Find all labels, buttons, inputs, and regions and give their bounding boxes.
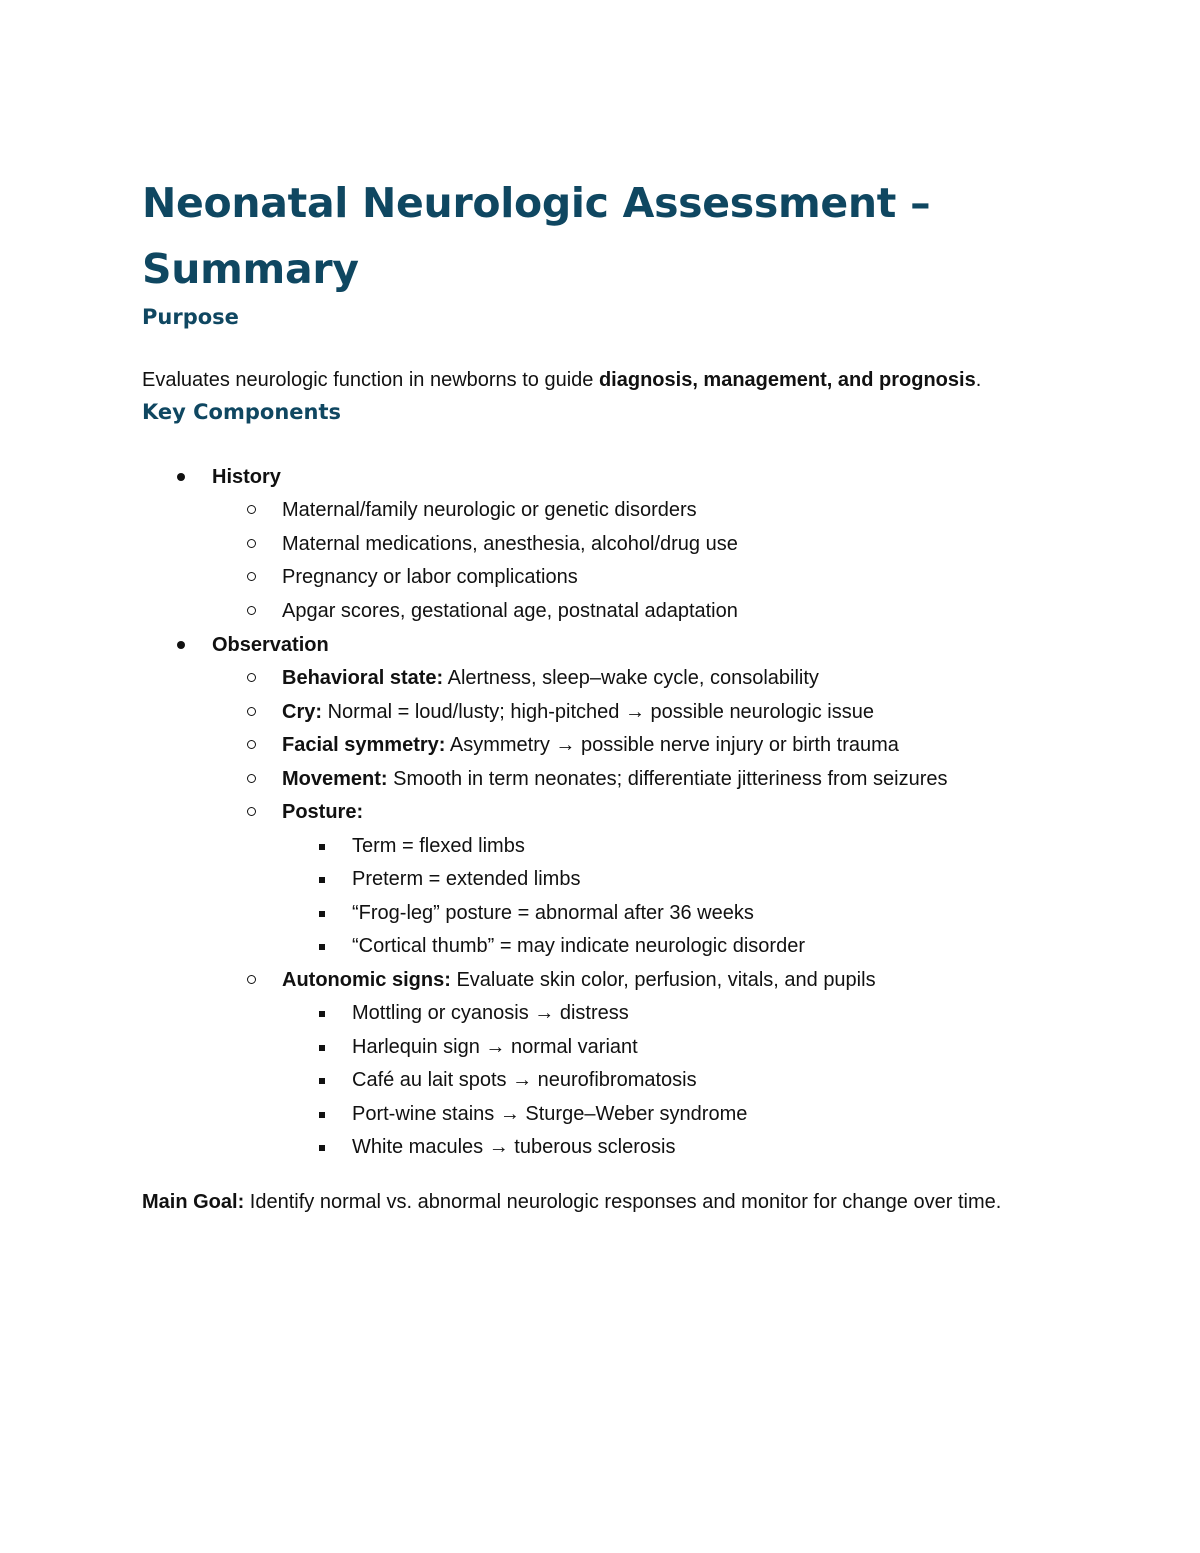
list-item-facial-symmetry	[212, 729, 1062, 763]
list-item	[212, 528, 1062, 562]
purpose-text-bold: diagnosis, management, and prognosis	[598, 369, 976, 391]
square-bullet-icon	[319, 911, 325, 917]
list-item-text: Harlequin sign → normal variant	[352, 1035, 638, 1058]
list-item-text: Maternal medications, anesthesia, alcohol/drug use	[282, 532, 738, 555]
list-item-text: “Frog-leg” posture = abnormal after 36 weeks	[352, 901, 754, 924]
square-bullet-icon	[319, 1112, 325, 1118]
bullet-icon	[177, 641, 185, 649]
list-item	[282, 1131, 1062, 1165]
item-label: Facial symmetry:	[282, 734, 446, 756]
circle-bullet-icon	[247, 707, 256, 716]
circle-bullet-icon	[247, 673, 256, 682]
item-label: Behavioral state:	[282, 667, 444, 689]
item-label: Posture:	[282, 801, 364, 823]
list-item-text: Term = flexed limbs	[352, 834, 525, 857]
list-item	[212, 494, 1062, 528]
list-item-cry	[212, 696, 1062, 730]
circle-bullet-icon	[247, 606, 256, 615]
history-label: History	[212, 466, 281, 488]
purpose-heading: Purpose	[142, 305, 239, 329]
item-label: Cry:	[282, 700, 323, 723]
square-bullet-icon	[319, 877, 325, 883]
list-item	[282, 897, 1062, 931]
list-item-behavioral-state	[212, 662, 1062, 696]
main-goal-text: Identify normal vs. abnormal neurologic responses and monitor for change over time.	[244, 1190, 1002, 1213]
square-bullet-icon	[319, 1078, 325, 1084]
bullet-icon	[177, 473, 185, 481]
square-bullet-icon	[319, 1145, 325, 1151]
list-item-text: Preterm = extended limbs	[352, 868, 581, 890]
purpose-text-start: Evaluates neurologic function in newborns to guide	[142, 369, 599, 391]
list-item-posture	[212, 796, 1062, 964]
item-label: Movement:	[282, 767, 388, 790]
list-item	[212, 561, 1062, 595]
item-text: Normal = loud/lusty; high-pitched → possible neurologic issue	[322, 700, 874, 723]
square-bullet-icon	[319, 1011, 325, 1017]
circle-bullet-icon	[247, 505, 256, 514]
circle-bullet-icon	[247, 572, 256, 581]
list-item-text: Maternal/family neurologic or genetic disorders	[282, 499, 697, 521]
list-item-history	[142, 460, 1062, 628]
posture-sublist	[282, 830, 1062, 964]
autonomic-sublist	[282, 997, 1062, 1165]
circle-bullet-icon	[247, 807, 256, 816]
list-item-text: “Cortical thumb” = may indicate neurologic disorder	[352, 935, 805, 957]
document-title: Neonatal Neurologic Assessment – Summary	[142, 179, 931, 293]
main-goal-label: Main Goal:	[142, 1190, 245, 1213]
list-item-text: Mottling or cyanosis → distress	[352, 1002, 629, 1024]
list-item	[282, 1031, 1062, 1065]
list-item	[282, 830, 1062, 864]
circle-bullet-icon	[247, 975, 256, 984]
document-page	[142, 170, 1062, 1219]
list-item	[212, 595, 1062, 629]
list-item-text: Port-wine stains → Sturge–Weber syndrome	[352, 1102, 748, 1125]
list-item	[282, 1098, 1062, 1132]
item-text: Smooth in term neonates; differentiate jitteriness from seizures	[387, 767, 948, 790]
purpose-paragraph	[142, 363, 1062, 397]
item-text: Asymmetry → possible nerve injury or birth trauma	[445, 734, 899, 756]
list-item-observation	[142, 628, 1062, 1165]
list-item-text: White macules → tuberous sclerosis	[352, 1136, 676, 1158]
main-goal-paragraph	[142, 1185, 1062, 1219]
list-item-text: Pregnancy or labor complications	[282, 566, 578, 588]
list-item	[282, 863, 1062, 897]
observation-label: Observation	[212, 634, 329, 656]
item-text: Alertness, sleep–wake cycle, consolability	[443, 667, 819, 689]
list-item	[282, 997, 1062, 1031]
circle-bullet-icon	[247, 774, 256, 783]
purpose-text-end: .	[975, 369, 982, 391]
list-item-movement	[212, 763, 1062, 797]
list-item	[282, 930, 1062, 964]
history-sublist	[212, 494, 1062, 628]
item-text: Evaluate skin color, perfusion, vitals, and pupils	[450, 968, 876, 991]
list-item-text: Café au lait spots → neurofibromatosis	[352, 1069, 697, 1091]
list-item	[282, 1064, 1062, 1098]
item-label: Autonomic signs:	[282, 968, 451, 991]
square-bullet-icon	[319, 944, 325, 950]
key-components-list	[142, 460, 1062, 1165]
list-item-text: Apgar scores, gestational age, postnatal adaptation	[282, 599, 738, 622]
observation-sublist	[212, 662, 1062, 1165]
square-bullet-icon	[319, 844, 325, 850]
list-item-autonomic-signs	[212, 964, 1062, 1165]
circle-bullet-icon	[247, 740, 256, 749]
key-components-heading: Key Components	[142, 400, 342, 424]
circle-bullet-icon	[247, 539, 256, 548]
square-bullet-icon	[319, 1045, 325, 1051]
